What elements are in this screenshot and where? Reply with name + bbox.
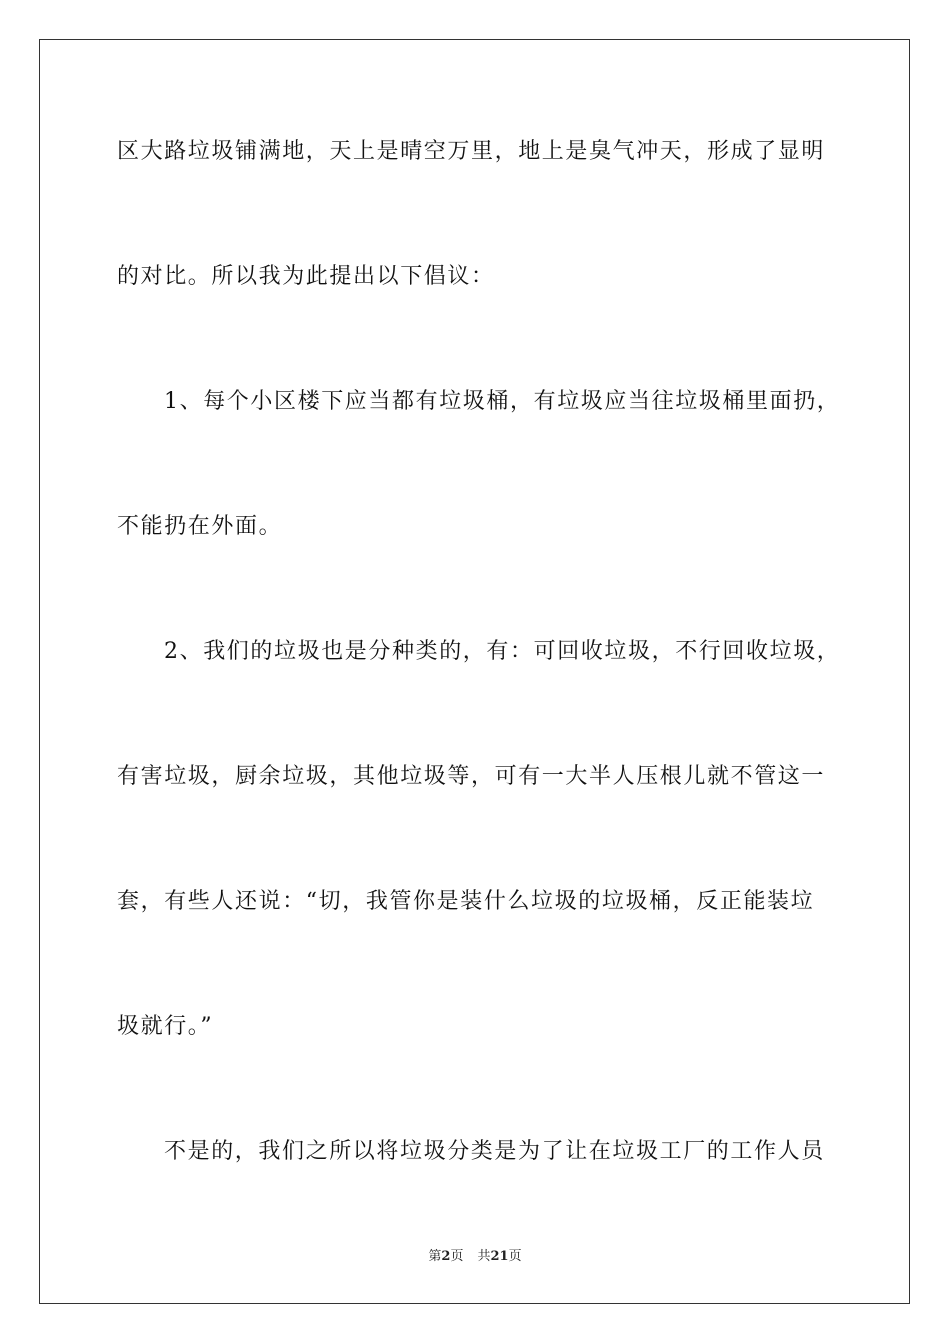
body-line-2: 的对比。所以我为此提出以下倡议： [117, 264, 495, 289]
body-line-6: 有害垃圾，厨余垃圾，其他垃圾等，可有一大半人压根儿就不管这一 [117, 764, 826, 789]
body-line-5: 2、我们的垃圾也是分种类的，有：可回收垃圾，不行回收垃圾， [164, 639, 841, 664]
footer-total-suffix: 页 [508, 1249, 522, 1264]
page-frame [39, 39, 910, 1304]
body-line-4: 不能扔在外面。 [117, 514, 283, 539]
body-line-3: 1、每个小区楼下应当都有垃圾桶，有垃圾应当往垃圾桶里面扔， [164, 389, 841, 414]
body-line-8: 圾就行。” [117, 1014, 214, 1039]
footer-total-prefix: 共 [477, 1249, 491, 1264]
footer-page-total: 21 [490, 1249, 509, 1264]
body-line-1: 区大路垃圾铺满地，天上是晴空万里，地上是臭气冲天，形成了显明 [117, 139, 826, 164]
footer-page-prefix: 第 [428, 1249, 442, 1264]
body-line-7: 套，有些人还说：“切，我管你是装什么垃圾的垃圾桶，反正能装垃 [117, 889, 815, 914]
footer-page-suffix: 页 [450, 1249, 464, 1264]
footer-page-current: 2 [441, 1249, 451, 1264]
page-footer [0, 1248, 950, 1266]
body-line-9: 不是的，我们之所以将垃圾分类是为了让在垃圾工厂的工作人员 [164, 1139, 825, 1164]
